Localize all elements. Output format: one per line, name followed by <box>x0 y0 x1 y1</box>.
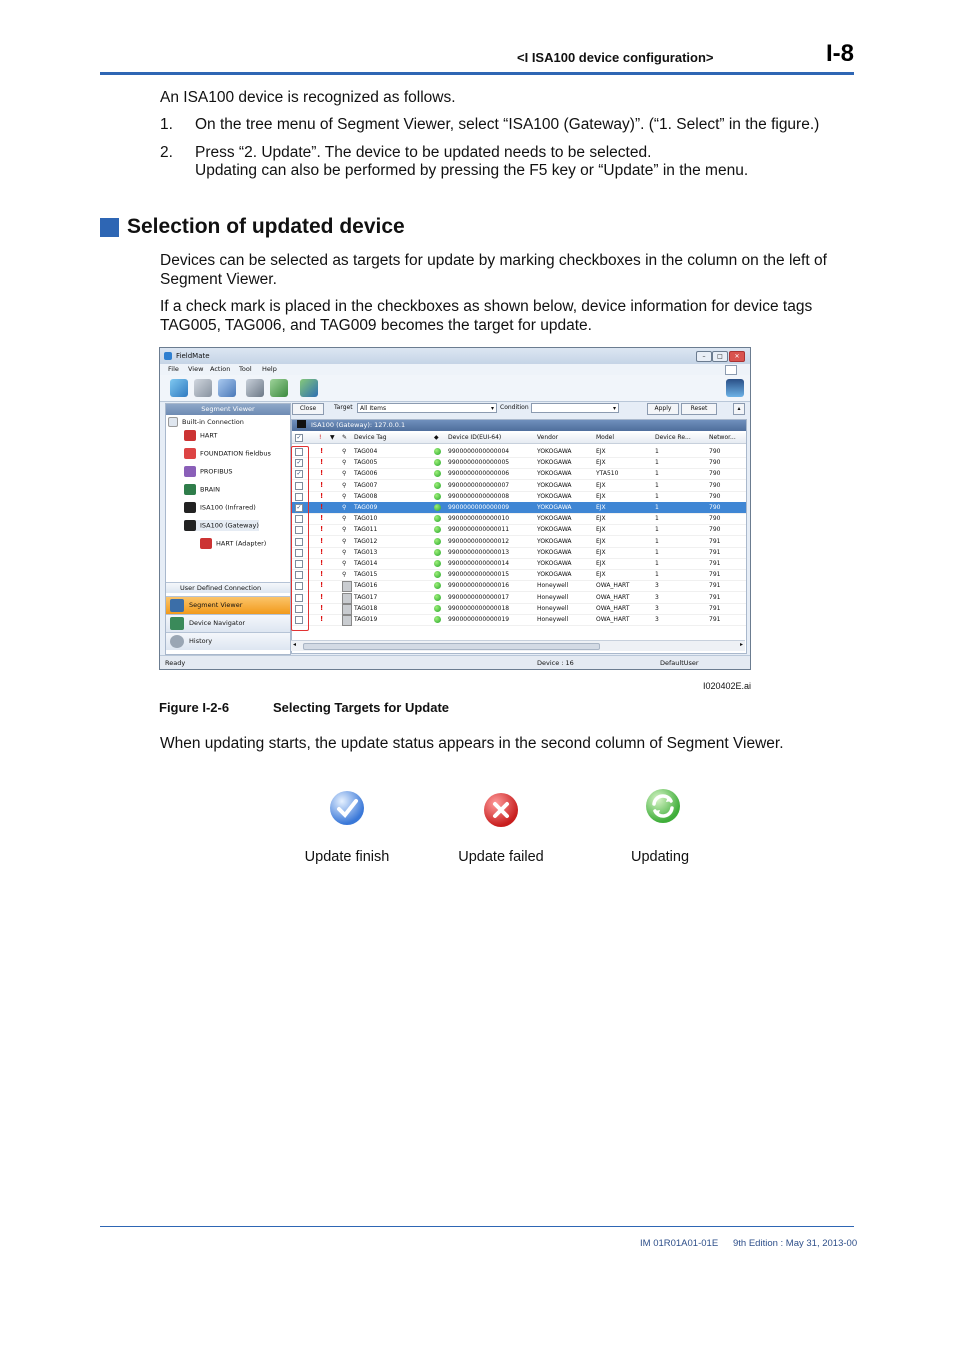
warning-icon: ! <box>320 447 324 455</box>
cell-device-id: 9900000000000007 <box>448 481 510 489</box>
warning-icon: ! <box>320 570 324 579</box>
cell-network: 791 <box>709 582 721 590</box>
minimize-icon[interactable]: – <box>696 351 712 362</box>
pane-title: Segment Viewer <box>166 404 290 415</box>
schedule-icon[interactable] <box>218 379 236 397</box>
cell-tag: TAG018 <box>354 604 378 612</box>
cell-tag: TAG012 <box>354 537 378 545</box>
cell-rev: 1 <box>655 504 659 511</box>
cell-network: 790 <box>709 504 721 511</box>
status-device-count: Device : 16 <box>537 659 574 667</box>
cell-rev: 1 <box>655 571 659 579</box>
cell-device-id: 9900000000000011 <box>448 526 510 534</box>
maximize-icon[interactable]: □ <box>712 351 728 362</box>
cell-device-id: 9900000000000012 <box>448 537 510 545</box>
label-update-finish: Update finish <box>304 849 390 865</box>
cell-model: EJX <box>596 571 606 579</box>
status-ready: Ready <box>165 659 186 667</box>
online-icon <box>434 504 441 511</box>
cell-model: EJX <box>596 537 606 545</box>
tree-item-hart-adapter[interactable]: HART (Adapter) <box>200 538 266 549</box>
title-bar <box>160 348 750 364</box>
cell-tag: TAG019 <box>354 616 378 623</box>
cell-device-id: 9900000000000010 <box>448 515 510 523</box>
cell-tag: TAG014 <box>354 560 378 567</box>
cell-network: 791 <box>709 537 721 545</box>
toolbar <box>160 375 750 402</box>
network-icon[interactable] <box>300 379 318 397</box>
section-square-icon <box>100 218 119 237</box>
table-row[interactable] <box>292 536 746 548</box>
cell-tag: TAG015 <box>354 571 378 579</box>
isa100-icon <box>184 502 196 513</box>
cell-device-id: 9900000000000013 <box>448 548 510 556</box>
user-defined-connection[interactable]: User Defined Connection <box>166 582 290 593</box>
warning-icon: ! <box>320 592 324 601</box>
cell-rev: 3 <box>655 604 659 612</box>
cell-rev: 1 <box>655 548 659 556</box>
update-icon[interactable] <box>170 379 188 397</box>
cell-network: 790 <box>709 492 721 500</box>
cell-device-id: 9900000000000014 <box>448 560 510 567</box>
label-updating: Updating <box>630 849 690 865</box>
device-grid <box>291 419 747 654</box>
online-icon <box>434 538 441 545</box>
cell-model: EJX <box>596 515 606 523</box>
status-col-icon: ! <box>319 434 322 441</box>
cell-model: OWA_HART <box>596 582 630 590</box>
tree-item-isa100-infrared[interactable]: ISA100 (Infrared) <box>184 502 256 513</box>
warning-icon: ! <box>320 603 324 612</box>
warning-icon: ! <box>320 615 324 623</box>
cell-vendor: YOKOGAWA <box>537 448 572 455</box>
device-type-icon: ⚲ <box>342 504 347 511</box>
cell-vendor: Honeywell <box>537 582 569 590</box>
cell-vendor: YOKOGAWA <box>537 481 572 489</box>
status-bar <box>160 655 750 670</box>
device-type-icon: ⚲ <box>342 481 347 489</box>
table-row[interactable] <box>292 524 746 536</box>
cell-network: 790 <box>709 515 721 523</box>
para2-line2: TAG005, TAG006, and TAG009 becomes the target for update. <box>160 317 592 334</box>
step-1-num: 1. <box>160 116 173 133</box>
table-row[interactable] <box>292 457 746 469</box>
table-row[interactable] <box>292 603 746 615</box>
filter-col-icon: ▼ <box>330 434 335 441</box>
cell-vendor: Honeywell <box>537 616 569 623</box>
device-type-icon: ⚲ <box>342 470 347 478</box>
online-icon <box>434 493 441 500</box>
nav-device-navigator[interactable]: Device Navigator <box>166 614 290 632</box>
device-navigator-icon <box>170 617 184 630</box>
cell-model: EJX <box>596 560 606 567</box>
cell-network: 790 <box>709 448 721 455</box>
scroll-thumb[interactable] <box>303 643 600 650</box>
cell-device-id: 9900000000000015 <box>448 571 510 579</box>
device-type-icon: ⚲ <box>342 560 347 567</box>
cell-rev: 1 <box>655 560 659 567</box>
gateway-icon <box>184 520 196 531</box>
col-network[interactable]: Networ... <box>709 434 736 441</box>
device-type-icon <box>342 615 352 626</box>
cell-vendor: YOKOGAWA <box>537 492 572 500</box>
cell-tag: TAG008 <box>354 492 378 500</box>
warning-icon: ! <box>320 525 324 534</box>
online-icon <box>434 594 441 601</box>
cell-device-id: 9900000000000018 <box>448 604 510 612</box>
segment-viewer-icon <box>170 599 184 612</box>
col-device-tag[interactable]: Device Tag <box>354 434 387 441</box>
page-number: I-8 <box>826 40 855 67</box>
step-2-num: 2. <box>160 144 173 161</box>
cell-tag: TAG010 <box>354 515 378 523</box>
cell-vendor: Honeywell <box>537 604 569 612</box>
horizontal-scrollbar[interactable] <box>291 640 745 651</box>
fieldbus-icon <box>184 448 196 459</box>
collapse-icon[interactable] <box>168 417 178 427</box>
online-icon <box>434 526 441 533</box>
segment-viewer-pane <box>165 403 291 655</box>
cell-network: 790 <box>709 459 721 467</box>
online-icon <box>434 582 441 589</box>
cell-model: OWA_HART <box>596 616 630 623</box>
cell-tag: TAG016 <box>354 582 378 590</box>
hart-icon <box>184 430 196 441</box>
cell-network: 791 <box>709 604 721 612</box>
cell-tag: TAG009 <box>354 504 378 511</box>
col-device-id[interactable]: Device ID(EUI-64) <box>448 434 502 441</box>
running-header-title: <I ISA100 device configuration> <box>517 50 714 65</box>
warning-icon: ! <box>320 547 324 556</box>
cell-tag: TAG007 <box>354 481 378 489</box>
fieldmate-screenshot <box>159 347 751 670</box>
cell-rev: 3 <box>655 582 659 590</box>
online-icon <box>434 459 441 466</box>
online-icon <box>434 470 441 477</box>
app-icon <box>164 352 172 360</box>
condition-select[interactable] <box>531 403 619 413</box>
label-update-failed: Update failed <box>458 849 544 865</box>
menu-bar <box>160 364 750 375</box>
menu-action[interactable]: Action <box>210 365 231 373</box>
warning-icon: ! <box>320 581 324 590</box>
cell-tag: TAG005 <box>354 459 378 467</box>
table-row[interactable] <box>292 614 746 626</box>
table-row[interactable] <box>292 558 746 570</box>
menu-tool[interactable]: Tool <box>239 365 252 373</box>
logo-icon <box>726 379 744 397</box>
window-title: FieldMate <box>176 352 210 360</box>
scroll-right-icon[interactable]: ▸ <box>739 641 743 648</box>
chevron-down-icon: ▾ <box>612 405 616 412</box>
cell-vendor: YOKOGAWA <box>537 571 572 579</box>
step-2-text: Press “2. Update”. The device to be updated needs to be selected. <box>195 144 652 161</box>
cell-tag: TAG004 <box>354 448 378 455</box>
footer-rule <box>100 1226 854 1227</box>
device-type-icon: ⚲ <box>342 459 347 467</box>
table-row[interactable] <box>292 592 746 604</box>
close-button[interactable]: Close <box>292 403 324 415</box>
device-type-icon: ⚲ <box>342 537 347 545</box>
cell-vendor: YOKOGAWA <box>537 515 572 523</box>
cell-vendor: YOKOGAWA <box>537 504 572 511</box>
collapse-filter-icon[interactable]: ▴ <box>733 403 745 415</box>
warning-icon: ! <box>320 491 324 500</box>
cell-rev: 1 <box>655 537 659 545</box>
apply-button[interactable]: Apply <box>647 403 679 415</box>
chevron-down-icon: ▾ <box>490 405 494 412</box>
table-row[interactable] <box>292 491 746 503</box>
history-icon <box>170 635 184 648</box>
cell-vendor: YOKOGAWA <box>537 470 572 478</box>
delete-icon[interactable] <box>194 379 212 397</box>
cell-rev: 1 <box>655 481 659 489</box>
cell-rev: 1 <box>655 459 659 467</box>
section-heading <box>100 215 405 239</box>
footer-doc-id: IM 01R01A01-01E <box>640 1238 719 1249</box>
row-checkbox[interactable]: ✓ <box>296 504 302 511</box>
edit-col-icon: ✎ <box>342 434 348 441</box>
table-row[interactable] <box>292 468 746 480</box>
cell-model: OWA_HART <box>596 593 630 601</box>
device-type-icon: ⚲ <box>342 548 347 556</box>
target-label: Target <box>334 404 353 411</box>
figure-title: Selecting Targets for Update <box>273 700 450 715</box>
cell-tag: TAG013 <box>354 548 378 556</box>
cell-device-id: 9900000000000008 <box>448 492 510 500</box>
device-type-icon: ⚲ <box>342 492 347 500</box>
online-icon <box>434 605 441 612</box>
cell-network: 791 <box>709 616 721 623</box>
cell-vendor: YOKOGAWA <box>537 548 572 556</box>
cell-network: 790 <box>709 470 721 478</box>
menu-help[interactable]: Help <box>262 365 277 373</box>
select-all-checkbox[interactable]: ✓ <box>296 434 302 441</box>
warning-icon: ! <box>320 559 324 567</box>
figure-file-id: I020402E.ai <box>703 681 752 691</box>
para1-line1: Devices can be selected as targets for update by marking checkboxes in the column on the left of <box>160 252 827 269</box>
condition-label: Condition <box>500 404 529 411</box>
cell-network: 790 <box>709 526 721 534</box>
cell-model: EJX <box>596 459 606 467</box>
cell-network: 790 <box>709 481 721 489</box>
after-text: When updating starts, the update status appears in the second column of Segment Viewer. <box>160 735 784 752</box>
warning-icon: ! <box>320 469 324 478</box>
grid-header <box>292 433 746 444</box>
scroll-left-icon[interactable]: ◂ <box>293 641 297 648</box>
cell-device-id: 9900000000000017 <box>448 593 510 601</box>
row-checkbox[interactable]: ✓ <box>296 459 302 467</box>
online-icon <box>434 448 441 455</box>
cell-rev: 1 <box>655 526 659 534</box>
para2-line1: If a check mark is placed in the checkboxes as shown below, device information for device tags <box>160 298 813 315</box>
cell-rev: 1 <box>655 492 659 500</box>
para1-line2: Segment Viewer. <box>160 271 277 288</box>
tree-item-profibus[interactable]: PROFIBUS <box>184 466 233 477</box>
online-icon <box>434 549 441 556</box>
tree-item-isa100-gateway[interactable]: ISA100 (Gateway) <box>184 520 259 531</box>
cell-network: 791 <box>709 560 721 567</box>
cell-model: EJX <box>596 481 606 489</box>
cell-model: EJX <box>596 504 606 511</box>
gateway-icon <box>297 420 306 428</box>
cell-network: 791 <box>709 548 721 556</box>
cell-rev: 1 <box>655 448 659 455</box>
tree-item-hart[interactable]: HART <box>184 430 217 441</box>
cell-model: EJX <box>596 492 606 500</box>
tool-icon[interactable] <box>270 379 288 397</box>
cell-device-id: 9900000000000009 <box>448 504 510 511</box>
cell-rev: 3 <box>655 593 659 601</box>
cell-vendor: YOKOGAWA <box>537 537 572 545</box>
cell-model: EJX <box>596 526 606 534</box>
cell-tag: TAG017 <box>354 593 378 601</box>
col-online-icon: ◆ <box>434 434 439 441</box>
online-icon <box>434 515 441 522</box>
figure-number: Figure I-2-6 <box>159 700 230 715</box>
table-row[interactable] <box>292 547 746 559</box>
figure-caption <box>159 700 449 715</box>
table-row[interactable] <box>292 446 746 458</box>
device-type-icon: ⚲ <box>342 571 347 579</box>
table-row[interactable] <box>292 580 746 592</box>
cell-model: EJX <box>596 448 606 455</box>
online-icon <box>434 616 441 623</box>
reset-button[interactable]: Reset <box>681 403 717 415</box>
cell-tag: TAG011 <box>354 526 378 534</box>
nav-history[interactable]: History <box>166 632 290 650</box>
warning-icon: ! <box>320 480 324 489</box>
tree-item-fieldbus[interactable]: FOUNDATION fieldbus <box>184 448 271 459</box>
menu-view[interactable]: View <box>188 365 204 373</box>
cell-vendor: YOKOGAWA <box>537 526 572 534</box>
cell-vendor: YOKOGAWA <box>537 459 572 467</box>
cell-vendor: YOKOGAWA <box>537 560 572 567</box>
footer-edition: 9th Edition : May 31, 2013-00 <box>733 1238 858 1249</box>
cell-model: YTA510 <box>596 470 619 478</box>
warning-icon: ! <box>320 514 324 523</box>
step-1-text: On the tree menu of Segment Viewer, select “ISA100 (Gateway)”. (“1. Select” in the figure.) <box>195 116 820 133</box>
cell-device-id: 9900000000000006 <box>448 470 510 478</box>
cell-model: OWA_HART <box>596 604 630 612</box>
col-device-rev[interactable]: Device Re... <box>655 434 691 441</box>
device-type-icon: ⚲ <box>342 448 347 455</box>
search-icon[interactable] <box>246 379 264 397</box>
grid-title: ISA100 (Gateway): 127.0.0.1 <box>292 420 746 431</box>
cell-vendor: Honeywell <box>537 593 569 601</box>
check-icon <box>330 791 364 825</box>
warning-icon: ! <box>320 536 324 545</box>
cell-rev: 3 <box>655 616 659 623</box>
online-icon <box>434 560 441 567</box>
cell-network: 791 <box>709 571 721 579</box>
cell-rev: 1 <box>655 515 659 523</box>
header-rule <box>100 72 854 75</box>
cell-model: EJX <box>596 548 606 556</box>
row-checkbox[interactable]: ✓ <box>296 470 302 478</box>
tree-item-brain[interactable]: BRAIN <box>184 484 220 495</box>
menu-dropdown-icon[interactable] <box>725 365 737 375</box>
refresh-icon <box>646 789 680 823</box>
target-select[interactable]: All Items ▾ <box>357 403 497 413</box>
table-row[interactable] <box>292 502 746 514</box>
intro-lead: An ISA100 device is recognized as follows. <box>160 89 456 106</box>
cell-tag: TAG006 <box>354 470 378 478</box>
tree-root[interactable]: Built-in Connection <box>168 417 244 427</box>
warning-icon: ! <box>320 458 324 467</box>
online-icon <box>434 482 441 489</box>
hart-adapter-icon <box>200 538 212 549</box>
cell-network: 791 <box>709 593 721 601</box>
step-2-text-line2: Updating can also be performed by pressing the F5 key or “Update” in the menu. <box>195 162 749 179</box>
table-row[interactable] <box>292 513 746 525</box>
cell-device-id: 9900000000000005 <box>448 459 510 467</box>
table-row[interactable] <box>292 480 746 492</box>
device-type-icon: ⚲ <box>342 526 347 534</box>
online-icon <box>434 571 441 578</box>
cell-device-id: 9900000000000016 <box>448 582 510 590</box>
menu-file[interactable]: File <box>168 365 179 373</box>
status-user: DefaultUser <box>660 659 699 667</box>
col-vendor[interactable]: Vendor <box>537 434 559 441</box>
error-x-icon <box>484 793 518 827</box>
warning-icon: ! <box>320 503 324 511</box>
table-row[interactable] <box>292 569 746 581</box>
brain-icon <box>184 484 196 495</box>
cell-device-id: 9900000000000004 <box>448 448 510 455</box>
section-heading-text: Selection of updated device <box>127 215 405 238</box>
nav-segment-viewer[interactable]: Segment Viewer <box>166 596 290 614</box>
col-model[interactable]: Model <box>596 434 615 441</box>
cell-device-id: 9900000000000019 <box>448 616 510 623</box>
profibus-icon <box>184 466 196 477</box>
device-type-icon: ⚲ <box>342 515 347 523</box>
close-icon[interactable]: ✕ <box>729 351 745 362</box>
filter-bar <box>292 403 744 416</box>
cell-rev: 1 <box>655 470 659 478</box>
checkbox-highlight-frame <box>291 446 309 631</box>
